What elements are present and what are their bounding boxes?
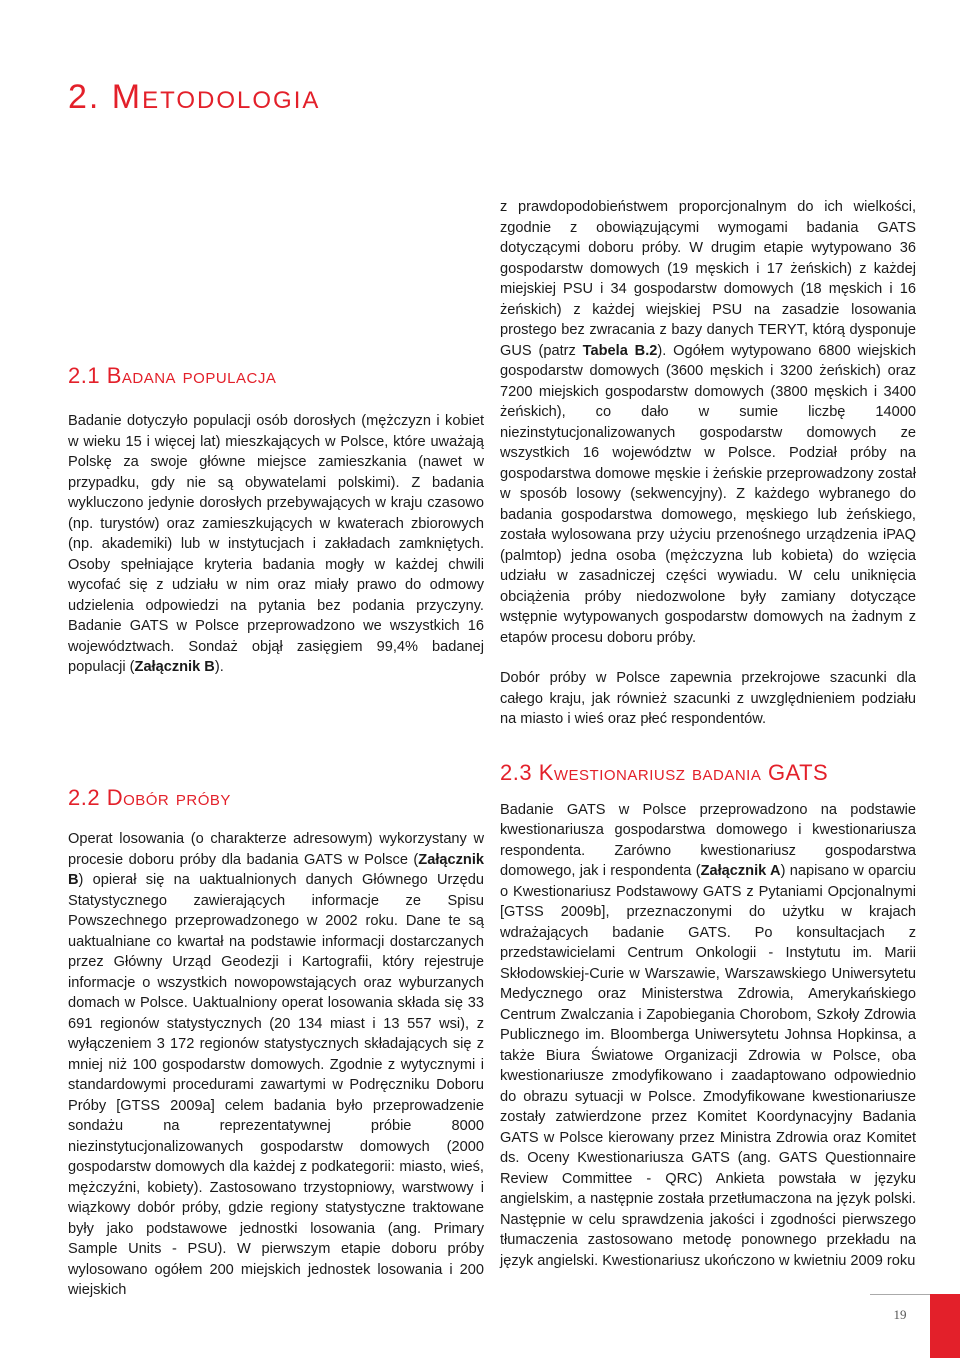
section-title-dobor: 2.2 Dobór próby	[68, 785, 231, 810]
paragraph-text: Operat losowania (o charakterze adresowym) wykorzystany w procesie doboru próby dla badania GATS w Polsce (	[68, 831, 484, 868]
paragraph-text: Badanie GATS w Polsce przeprowadzono na podstawie kwestionariusza gospodarstwa domowego i kwestionariusza respondenta. Zarówno kwestionariusz gospodarstwa domowego, jak i respondenta (	[500, 801, 916, 879]
section-title-kwestionariusz: 2.3 Kwestionariusz badania GATS	[500, 759, 829, 785]
section-title-populacja: 2.1 Badana populacja	[68, 363, 277, 388]
paragraph	[68, 829, 484, 1301]
paragraph-text: ).	[214, 659, 224, 675]
paragraph-text: ). Ogółem wytypowano 6800 wiejskich gospodarstw domowych (3600 męskich i 3200 żeńskich) oraz 7200 miejskich gospodarstw domowych (3800 męskich i 3400 żeńskich), co dało w sumie liczbę 14000 niezinstytucjonalizowanych gospodarstw domowych ze wszystkich 16 województw w Polsce. Podział próby na gospodarstwa domowe męskie i żeńskie przeprowadzony został w sposób losowy (sekwencyjny). Z każdego wybranego do badania gospodarstwa domowego, męskiego lub żeńskiego, została wylosowana przy użyciu przenośnego urządzenia iPAQ (palmtop) jedna osoba (mężczyzna lub kobieta) do wzięcia udziału w zasadniczej części wywiadu. W celu uniknięcia obciążenia próby niedozwolone były zamiany dotyczące wstępnie wytypowanych gospodarstw domowych na żadnym z etapów procesu doboru próby.	[500, 342, 916, 646]
page-title: 2. Metodologia	[68, 78, 321, 116]
table-reference: Tabela B.2	[582, 342, 658, 359]
annex-reference: Załącznik B	[68, 851, 484, 888]
right-column	[500, 197, 916, 1271]
paragraph-text: z prawdopodobieństwem proporcjonalnym do ich wielkości, zgodnie z obowiązującymi wymogami badania GATS dotyczącymi doboru próby. W drugim etapie wytypowano 36 gospodarstw domowych (19 męskich i 17 żeńskich) z każdej miejskiej PSU i 34 gospodarstw domowych (18 męskich i 16 żeńskich) z każdej wiejskiej PSU na zasadzie losowania prostego bez zwracania z bazy danych TERYT, którą dysponuje GUS (patrz	[500, 199, 916, 359]
footer-accent-bar	[930, 1294, 960, 1358]
paragraph	[500, 197, 916, 648]
footer-rule	[870, 1294, 930, 1295]
page-number: 19	[893, 1307, 907, 1322]
annex-reference: Załącznik B	[134, 659, 215, 675]
section-body-dobor	[68, 829, 484, 1301]
section-body-populacja	[68, 411, 484, 678]
paragraph-text: ) opierał się na uaktualnionych danych Głównego Urzędu Statystycznego zawierających informacje ze Spisu Powszechnego przeprowadzonego w 2002 roku. Dane te są uaktualniane co kwartał na podstawie informacji dostarczanych przez Główny Urząd Geodezji i Kartografii, który rejestruje informacje o wszystkich nowopowstających oraz wyburzanych domach w Polsce. Uaktualniony operat losowania składa się 33 691 regionów statystycznych (20 134 miast i 13 557 wsi), z wyłączeniem 3 172 regionów statystycznych składających się z mniej niż 100 gospodarstw domowych. Zgodnie z wytycznymi i standardowymi procedurami zawartymi w Podręczniku Doboru Próby [GTSS 2009a] celem badania było przeprowadzenie sondażu na reprezentatywnej próbie 8000 niezinstytucjonalizowanych gospodarstw domowych (2000 gospodarstw domowych dla każdej z podkategorii: miasto, wieś, mężczyźni, kobiety). Zastosowano trzystopniowy, warstwowy i wiązkowy dobór próby, gdzie regiony statystyczne traktowane były jako podstawowe jednostki losowania (ang. Primary Sample Units - PSU). W pierwszym etapie doboru próby wylosowano ogółem 200 miejskich jednostek losowania i 200 wiejskich	[68, 872, 484, 1298]
annex-reference: Załącznik A	[700, 863, 781, 879]
paragraph-text: ) napisano w oparciu o Kwestionariusz Podstawowy GATS z Pytaniami Opcjonalnymi [GTSS 2009b], przeznaczonymi do użytku w krajach wdrażających badanie GATS. Po konsultacjach z przedstawicielami Centrum Onkologii - Instytutu im. Marii Skłodowskiej-Curie w Warszawie, Warszawskiego Uniwersytetu Medycznego oraz Ministerstwa Zdrowia, Amerykańskiego Centrum Zwalczania i Zapobiegania Chorobom, Szkoły Zdrowia Publicznego im. Bloomberga Uniwersytetu Johnsa Hopkinsa, a także Biura Światowe Organizacji Zdrowia w Polsce, oba kwestionariusze zmodyfikowano i zaadaptowano odpowiednio do obrazu sytuacji w Polsce. Zmodyfikowane kwestionariusze zostały zatwierdzone przez Komitet Koordynacyjny Badania GATS w Polsce kierowany przez Ministra Zdrowia oraz Komitet ds. Oceny Kwestionariusza GATS (ang. GATS Questionnaire Review Committee - QRC) Ankieta powstała w języku angielskim, a następnie została przetłumaczona na język polski. Następnie w celu sprawdzenia jakości i zgodności pierwszego tłumaczenia zastosowano metodę ponownego przekładu na język angielski. Kwestionariusz ukończono w kwietniu 2009 roku	[500, 863, 916, 1269]
paragraph	[500, 800, 916, 1272]
paragraph	[68, 411, 484, 678]
paragraph: Dobór próby w Polsce zapewnia przekrojowe szacunki dla całego kraju, jak również szacunki z uwzględnieniem podziału na miasto i wieś oraz płeć respondentów.	[500, 670, 916, 727]
paragraph-text: Badanie dotyczyło populacji osób dorosłych (mężczyzn i kobiet w wieku 15 i więcej lat) mieszkających w Polsce, które uważają Polskę za swoje główne miejsce zamieszkania (nawet w przypadku, gdy nie są obywatelami polskimi). Z badania wykluczono jedynie dorosłych przebywających w kraju czasowo (np. turystów) oraz zamieszkujących w kwaterach zbiorowych (np. akademiki) lub w instytucjach i zakładach zamkniętych. Osoby spełniające kryteria badania mogły w każdej chwili wycofać się z udziału w nim oraz miały prawo do odmowy udzielenia odpowiedzi na pytania bez podania przyczyny. Badanie GATS w Polsce przeprowadzono we wszystkich 16 województwach. Sondaż objął zasięgiem 99,4% badanej populacji (	[68, 413, 484, 675]
